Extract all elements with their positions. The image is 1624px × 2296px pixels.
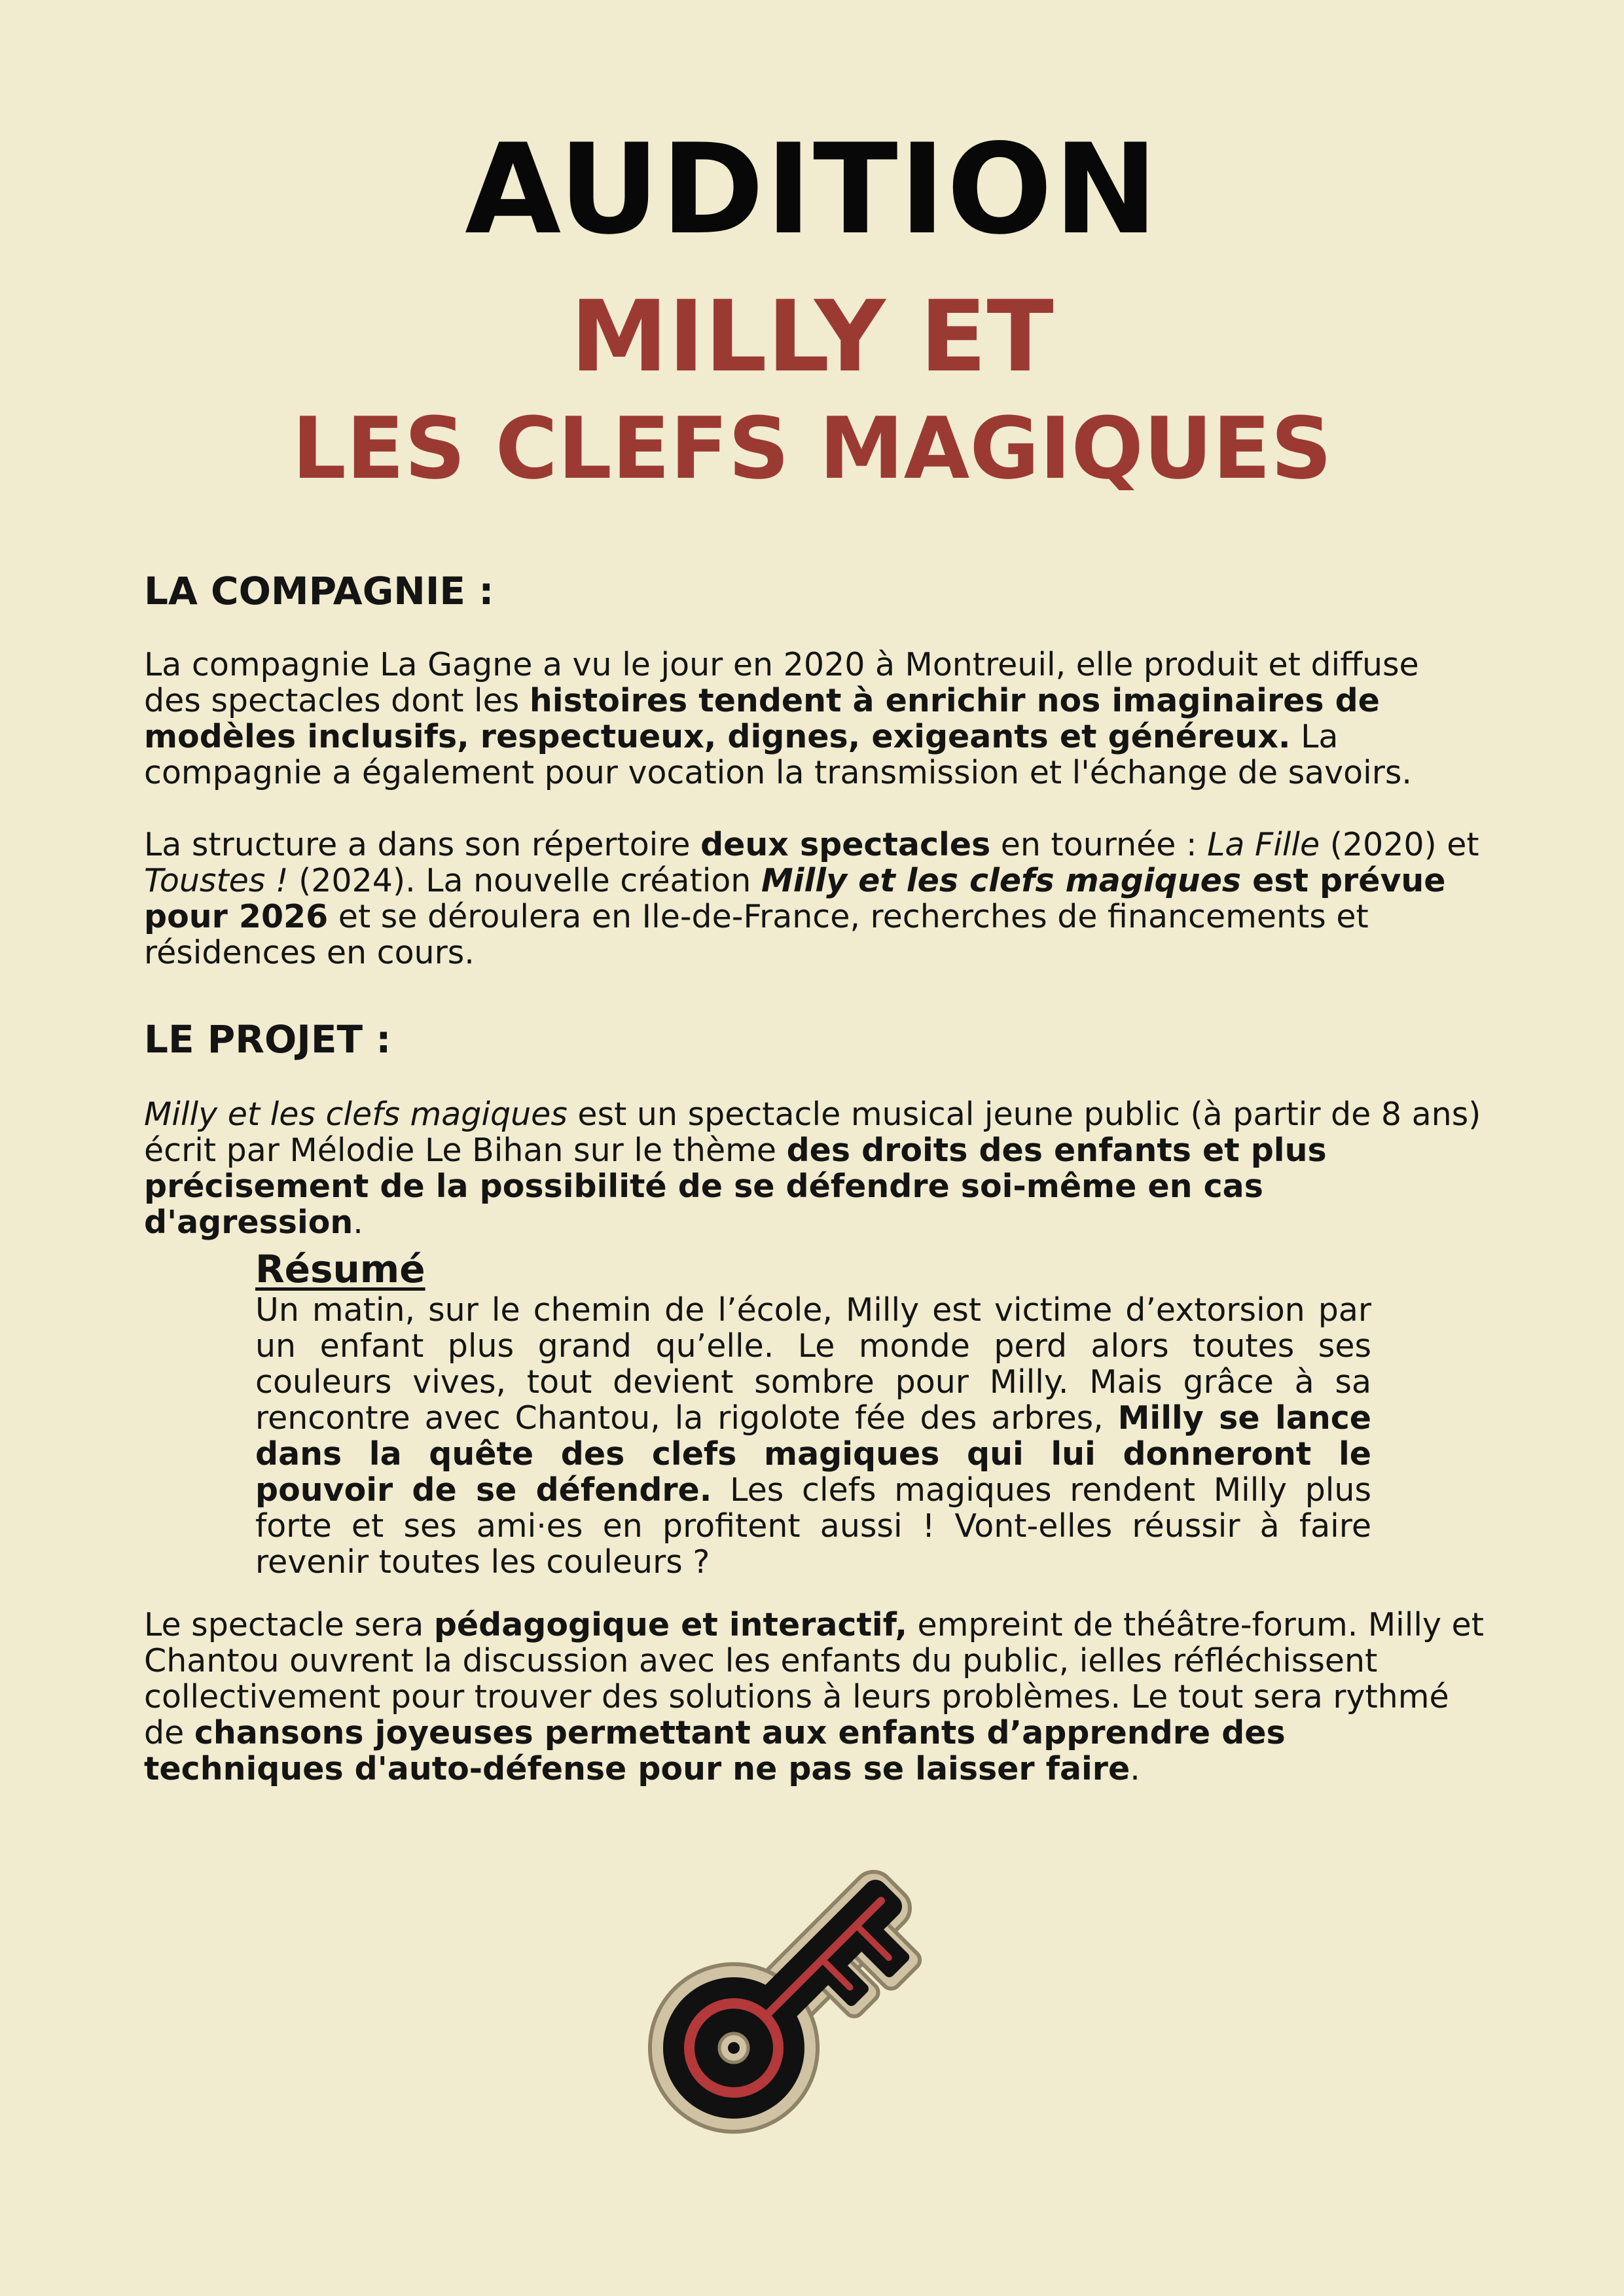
text-run: (2020) et: [1320, 826, 1479, 863]
text-run-bold-italic: Milly et les clefs magiques: [761, 862, 1242, 899]
key-icon: [615, 1800, 982, 2166]
text-run: est un spectacle musical jeune public (à partir de 8 ans) écrit par Mélodie Le Bihan sur le thème: [144, 1096, 1481, 1169]
text-run-bold: deux spectacles: [700, 826, 991, 863]
text-run: (2024). La nouvelle création: [288, 862, 761, 899]
text-run-bold: chansons joyeuses permettant aux enfants d’apprendre des techniques d'auto-défense pour ne pas se laisser faire: [144, 1714, 1286, 1787]
resume-text: [255, 1292, 1371, 1580]
show-title-line-2: LES CLEFS MAGIQUES: [292, 399, 1332, 498]
section-heading-compagnie: LA COMPAGNIE :: [144, 569, 494, 613]
text-run-italic: Milly et les clefs magiques: [144, 1096, 568, 1133]
text-run: .: [1130, 1750, 1140, 1787]
text-run-bold: pédagogique et interactif,: [433, 1606, 907, 1643]
text-run-italic: La Fille: [1207, 826, 1320, 863]
text-run: Le spectacle sera: [144, 1606, 434, 1643]
page-title: AUDITION: [465, 117, 1159, 262]
text-run: .: [353, 1204, 363, 1241]
compagnie-paragraph-1: [144, 647, 1486, 791]
text-run: empreint de théâtre-forum. Milly et Chantou ouvrent la discussion avec les enfants du public, ielles réfléchissent collectivement pour trouver des solutions à leurs problèmes. Le tout sera rythmé de: [144, 1606, 1484, 1751]
compagnie-paragraph-2: [144, 827, 1486, 971]
resume-title: Résumé: [255, 1247, 425, 1291]
text-run: La compagnie La Gagne a vu le jour en 2020 à Montreuil, elle produit et diffuse des spectacles dont les: [144, 646, 1419, 719]
text-run: en tournée :: [990, 826, 1208, 863]
text-run: Les clefs magiques rendent Milly plus forte et ses ami·es en profitent aussi ! Vont-elles réussir à faire revenir toutes les couleurs ?: [255, 1471, 1371, 1581]
resume-box: [255, 1249, 1371, 1580]
show-title: [0, 281, 1624, 504]
text-run-italic: Toustes !: [144, 862, 289, 899]
show-title-line-1: MILLY ET: [570, 280, 1054, 394]
text-run-bold: Milly se lance dans la quête des clefs magiques qui lui donneront le pouvoir de se défendre.: [255, 1399, 1371, 1509]
text-run: La structure a dans son répertoire: [144, 826, 701, 863]
text-run: et se déroulera en Ile-de-France, recherches de financements et résidences en cours.: [144, 898, 1369, 971]
projet-paragraph-1: [144, 1096, 1486, 1240]
text-run: La compagnie a également pour vocation la transmission et l'échange de savoirs.: [144, 718, 1412, 791]
section-heading-projet: LE PROJET :: [144, 1017, 391, 1062]
text-run-bold: est prévue pour 2026: [144, 862, 1446, 935]
text-run-bold: des droits des enfants et plus précisement de la possibilité de se défendre soi-même en cas d'agression: [144, 1132, 1327, 1241]
projet-paragraph-2: [144, 1607, 1486, 1787]
text-run-bold: histoires tendent à enrichir nos imaginaires de modèles inclusifs, respectueux, dignes, exigeants et généreux.: [144, 682, 1380, 755]
text-run: Un matin, sur le chemin de l’école, Milly est victime d’extorsion par un enfant plus grand qu’elle. Le monde perd alors toutes ses couleurs vives, tout devient sombre pour Milly. Mais grâce à sa rencontre avec Chantou, la rigolote fée des arbres,: [255, 1291, 1371, 1437]
